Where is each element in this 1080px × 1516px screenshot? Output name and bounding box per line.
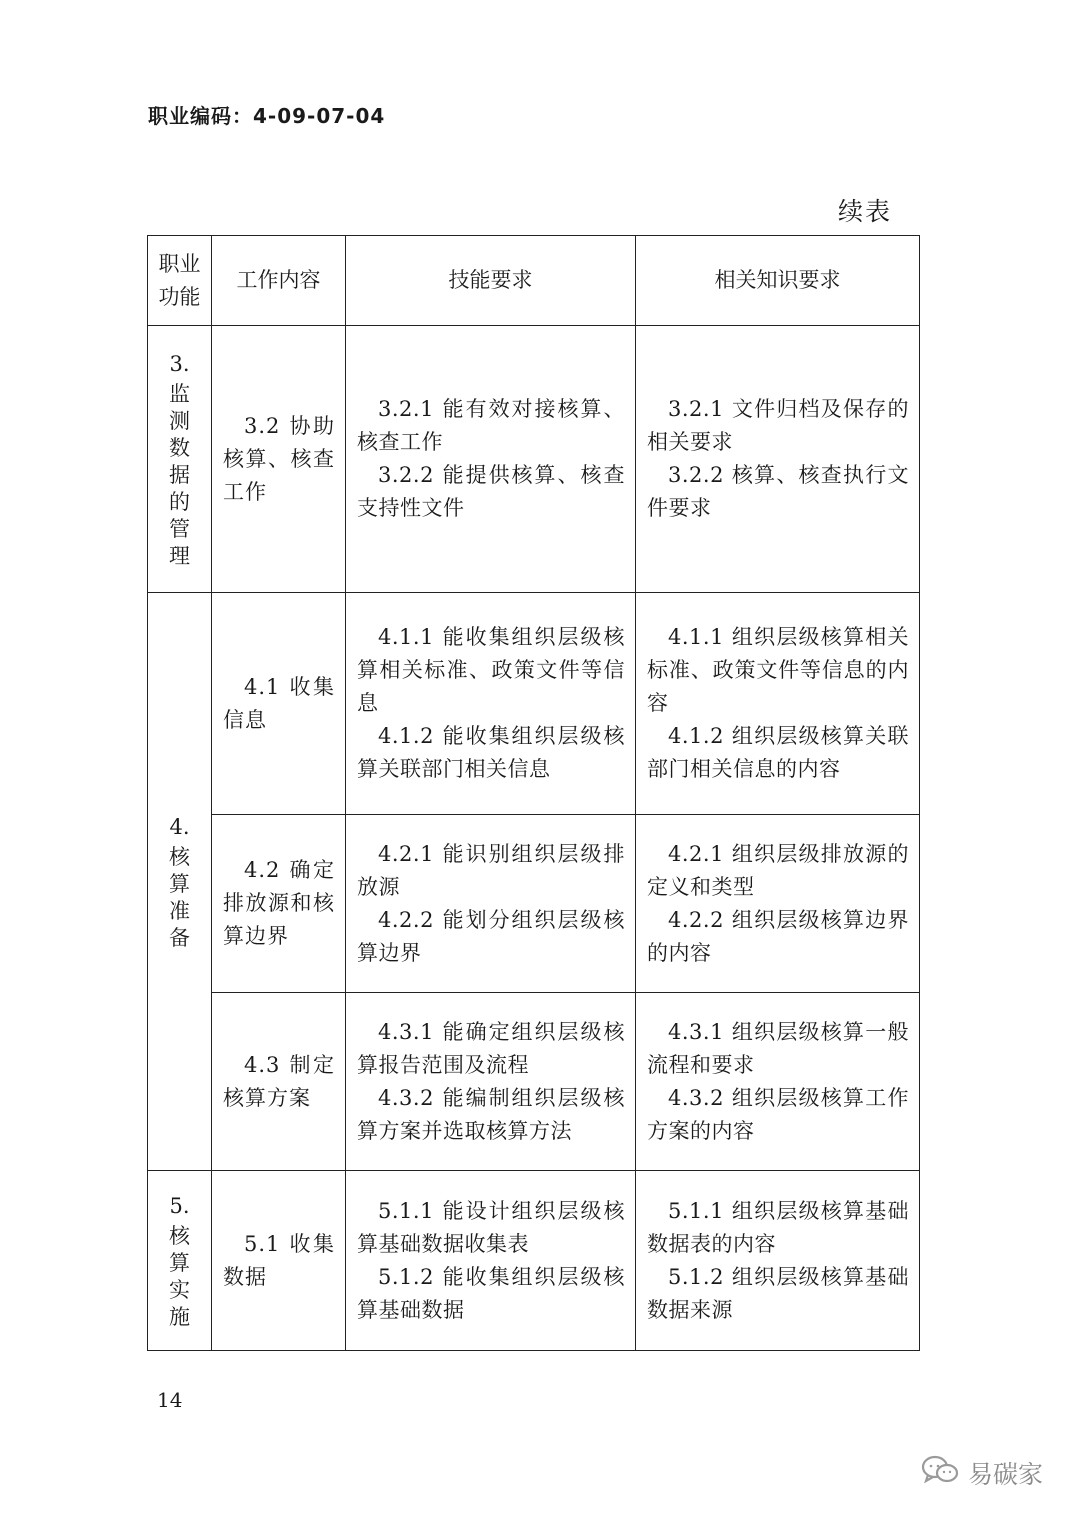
table-row xyxy=(148,815,920,993)
knowledge-cell: 3.2.1 文件归档及保存的相关要求 3.2.2 核算、核查执行文件要求 xyxy=(636,326,920,593)
table-row xyxy=(148,326,920,593)
function-name: 监测数据的管理 xyxy=(169,382,190,568)
function-cell xyxy=(148,1171,212,1351)
header-knowledge: 相关知识要求 xyxy=(636,236,920,326)
watermark xyxy=(920,1454,1043,1492)
knowledge-cell: 4.2.1 组织层级排放源的定义和类型 4.2.2 组织层级核算边界的内容 xyxy=(636,815,920,993)
header-skill: 技能要求 xyxy=(346,236,636,326)
skill-cell: 4.3.1 能确定组织层级核算报告范围及流程 4.3.2 能编制组织层级核算方案并选取核算方法 xyxy=(346,993,636,1171)
function-name: 核算准备 xyxy=(169,845,190,950)
skill-cell: 3.2.1 能有效对接核算、核查工作 3.2.2 能提供核算、核查支持性文件 xyxy=(346,326,636,593)
continuation-label: 续表 xyxy=(838,197,893,226)
header-function: 职业功能 xyxy=(148,236,212,326)
skill-cell: 5.1.1 能设计组织层级核算基础数据收集表 5.1.2 能收集组织层级核算基础数据 xyxy=(346,1171,636,1351)
function-number: 3. xyxy=(169,352,190,376)
table-header-row xyxy=(148,236,920,326)
watermark-text: 易碳家 xyxy=(968,1460,1044,1489)
function-cell xyxy=(148,593,212,1171)
work-cell: 4.1 收集信息 xyxy=(212,593,346,815)
table-row xyxy=(148,993,920,1171)
page-number: 14 xyxy=(157,1388,183,1412)
work-cell: 4.3 制定核算方案 xyxy=(212,993,346,1171)
knowledge-cell: 4.1.1 组织层级核算相关标准、政策文件等信息的内容 4.1.2 组织层级核算关联部门相关信息的内容 xyxy=(636,593,920,815)
function-number: 5. xyxy=(169,1194,190,1218)
work-cell: 3.2 协助核算、核查工作 xyxy=(212,326,346,593)
skill-cell: 4.1.1 能收集组织层级核算相关标准、政策文件等信息 4.1.2 能收集组织层级核算关联部门相关信息 xyxy=(346,593,636,815)
table-row xyxy=(148,593,920,815)
occupation-code: 职业编码：4-09-07-04 xyxy=(148,104,386,128)
knowledge-cell: 5.1.1 组织层级核算基础数据表的内容 5.1.2 组织层级核算基础数据来源 xyxy=(636,1171,920,1351)
header-work: 工作内容 xyxy=(212,236,346,326)
skills-table xyxy=(147,235,920,1351)
function-cell xyxy=(148,326,212,593)
wechat-icon xyxy=(920,1454,960,1492)
knowledge-cell: 4.3.1 组织层级核算一般流程和要求 4.3.2 组织层级核算工作方案的内容 xyxy=(636,993,920,1171)
table-row xyxy=(148,1171,920,1351)
function-name: 核算实施 xyxy=(169,1224,190,1329)
work-cell: 5.1 收集数据 xyxy=(212,1171,346,1351)
skill-cell: 4.2.1 能识别组织层级排放源 4.2.2 能划分组织层级核算边界 xyxy=(346,815,636,993)
work-cell: 4.2 确定排放源和核算边界 xyxy=(212,815,346,993)
function-number: 4. xyxy=(169,815,190,839)
